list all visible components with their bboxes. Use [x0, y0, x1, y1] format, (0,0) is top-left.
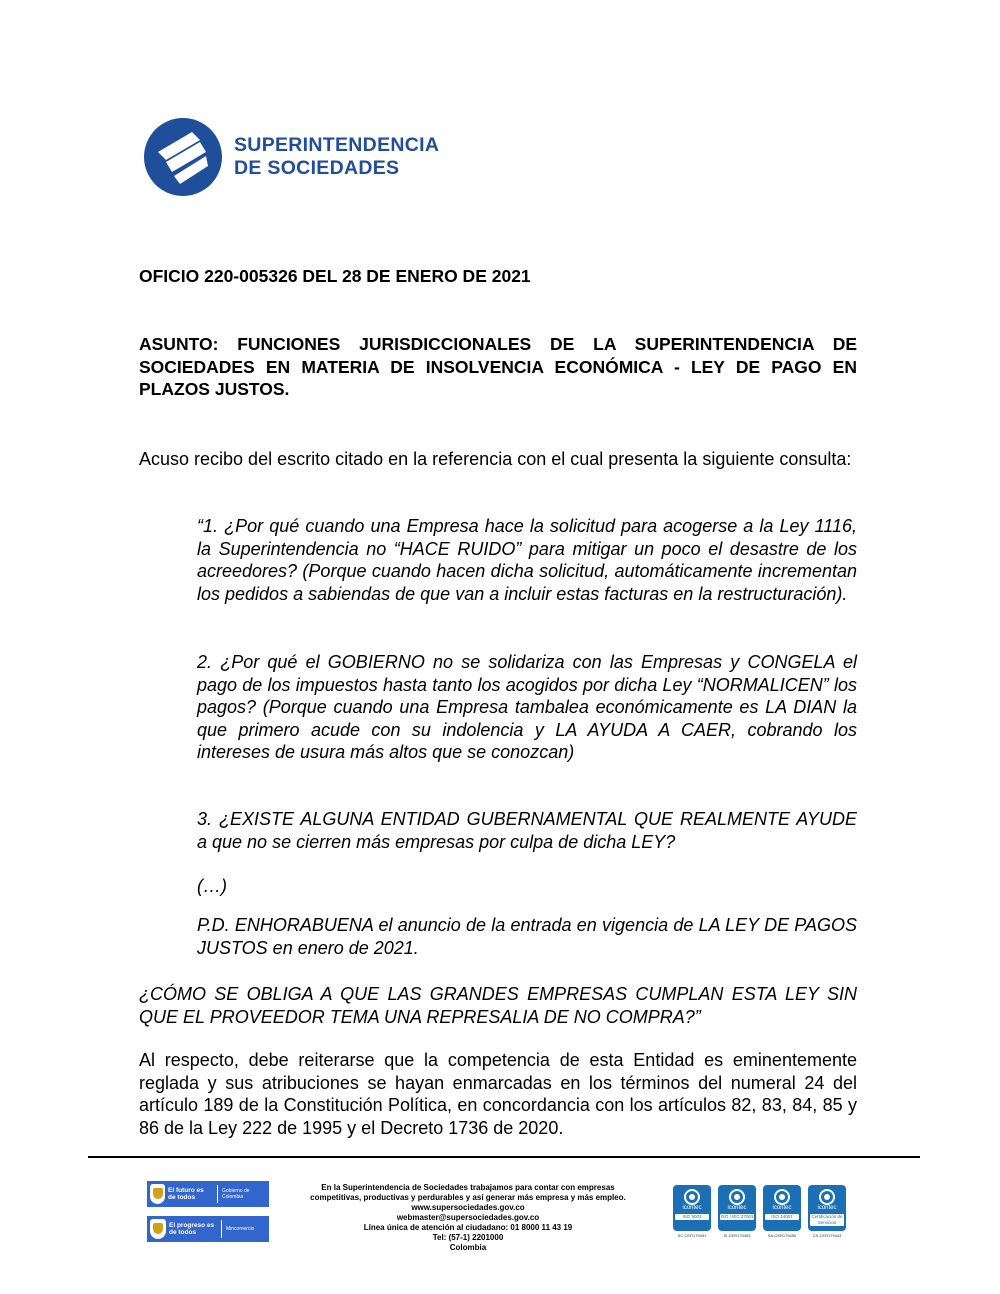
footer-line: competitivas, productivas y perdurables y así generar más empresa y más empleo.	[310, 1193, 626, 1202]
logo-wordmark	[234, 134, 439, 180]
quote-ellipsis: (…)	[197, 876, 227, 896]
cert-iso-14001	[763, 1185, 801, 1238]
mincomercio-badge-sub: Mincomercio	[226, 1226, 255, 1232]
logo-emblem-icon	[144, 118, 222, 196]
document-subject: ASUNTO: FUNCIONES JURISDICCIONALES DE LA SUPERINTENDENCIA DE SOCIEDADES EN MATERIA DE INSOLVENCIA ECONÓMICA - LEY DE PAGO EN PLAZOS JUSTOS.	[139, 334, 857, 399]
quote-postscript: P.D. ENHORABUENA el anuncio de la entrada en vigencia de LA LEY DE PAGOS JUSTOS en enero de 2021.	[197, 915, 857, 958]
cert-code: SI-CER179453	[723, 1233, 751, 1238]
footer-divider	[88, 1156, 920, 1158]
icontec-logo-icon	[673, 1185, 711, 1231]
cert-code: SA-CER179450	[767, 1233, 797, 1238]
footer-country: Colombia	[449, 1243, 487, 1252]
footer-contact-info	[282, 1183, 654, 1253]
cert-code: CS-CER179443	[812, 1233, 842, 1238]
quote-question-3: 3. ¿EXISTE ALGUNA ENTIDAD GUBERNAMENTAL QUE REALMENTE AYUDE a que no se cierren más empresas por culpa de dicha LEY?	[197, 809, 857, 852]
cert-code: SC-CER179451	[677, 1233, 707, 1238]
response-paragraph: Al respecto, debe reiterarse que la competencia de esta Entidad es eminentemente reglada y sus atribuciones se hayan enmarcadas en los términos del numeral 24 del artículo 189 de la Constitución Política, en concordancia con los artículos 82, 83, 84, 85 y 86 de la Ley 222 de 1995 y el Decreto 1736 de 2020.	[139, 1050, 857, 1138]
footer-line: En la Superintendencia de Sociedades trabajamos para contar con empresas	[321, 1183, 615, 1192]
intro-paragraph: Acuso recibo del escrito citado en la referencia con el cual presenta la siguiente consulta:	[139, 449, 852, 469]
icontec-logo-icon	[808, 1185, 846, 1231]
colombia-shield-icon	[150, 1184, 165, 1204]
gobierno-badge-sub: Gobierno de Colombia	[222, 1188, 250, 1200]
cert-services	[808, 1185, 846, 1238]
gobierno-badge-main: El futuro es de todos	[168, 1187, 204, 1201]
footer-tel: Tel: (57-1) 2201000	[432, 1233, 504, 1242]
quote-question-1: “1. ¿Por qué cuando una Empresa hace la solicitud para acogerse a la Ley 1116, la Superintendencia no “HACE RUIDO” para mitigar un poco el desastre de los acreedores? (Porque cuando hacen dicha solicitud, automáticamente incrementan los pedidos a sabiendas de que van a incluir estas facturas en la restructuración).	[197, 516, 857, 604]
cert-standard: ISO / IEC 27001	[720, 1214, 754, 1219]
icontec-logo-icon	[763, 1185, 801, 1231]
mincomercio-badge-main: El progreso es de todos	[169, 1222, 215, 1236]
colombia-shield-icon	[150, 1219, 166, 1239]
quote-question-2: 2. ¿Por qué el GOBIERNO no se solidariza con las Empresas y CONGELA el pago de los impuestos hasta tanto los acogidos por dicha Ley “NORMALICEN” los pagos? (Porque cuando una Empresa tambalea económicamente es LA DIAN la que primero acude con su indolencia y LA AYUDA A CAER, cobrando los intereses de usura más altos que se conozcan)	[197, 652, 857, 762]
footer-website[interactable]: www.supersociedades.gov.co	[411, 1203, 525, 1212]
superintendencia-logo	[144, 118, 439, 196]
cert-brand: icontec	[682, 1205, 702, 1211]
cert-standard: Certificación de Servicios	[811, 1214, 843, 1225]
cert-brand: icontec	[772, 1205, 792, 1211]
cert-brand: icontec	[817, 1205, 837, 1211]
logo-line-1: SUPERINTENDENCIA	[234, 134, 440, 156]
cert-standard: ISO 14001	[765, 1214, 799, 1220]
cert-standard: ISO 9001	[675, 1214, 709, 1220]
footer-email[interactable]: webmaster@supersociedades.gov.co	[396, 1213, 540, 1222]
mincomercio-badge	[147, 1216, 269, 1242]
cert-iso-9001	[673, 1185, 711, 1238]
logo-line-2: DE SOCIEDADES	[234, 157, 400, 179]
quote-final-question: ¿CÓMO SE OBLIGA A QUE LAS GRANDES EMPRESAS CUMPLAN ESTA LEY SIN QUE EL PROVEEDOR TEMA UNA REPRESALIA DE NO COMPRA?”	[139, 984, 857, 1027]
footer-phone-line: Línea única de atención al ciudadano: 01 8000 11 43 19	[363, 1223, 573, 1232]
cert-iso-27001	[718, 1185, 756, 1238]
gobierno-badge	[147, 1181, 269, 1207]
cert-brand: icontec	[727, 1205, 747, 1211]
icontec-logo-icon	[718, 1185, 756, 1231]
document-reference: OFICIO 220-005326 DEL 28 DE ENERO DE 2021	[139, 266, 531, 286]
